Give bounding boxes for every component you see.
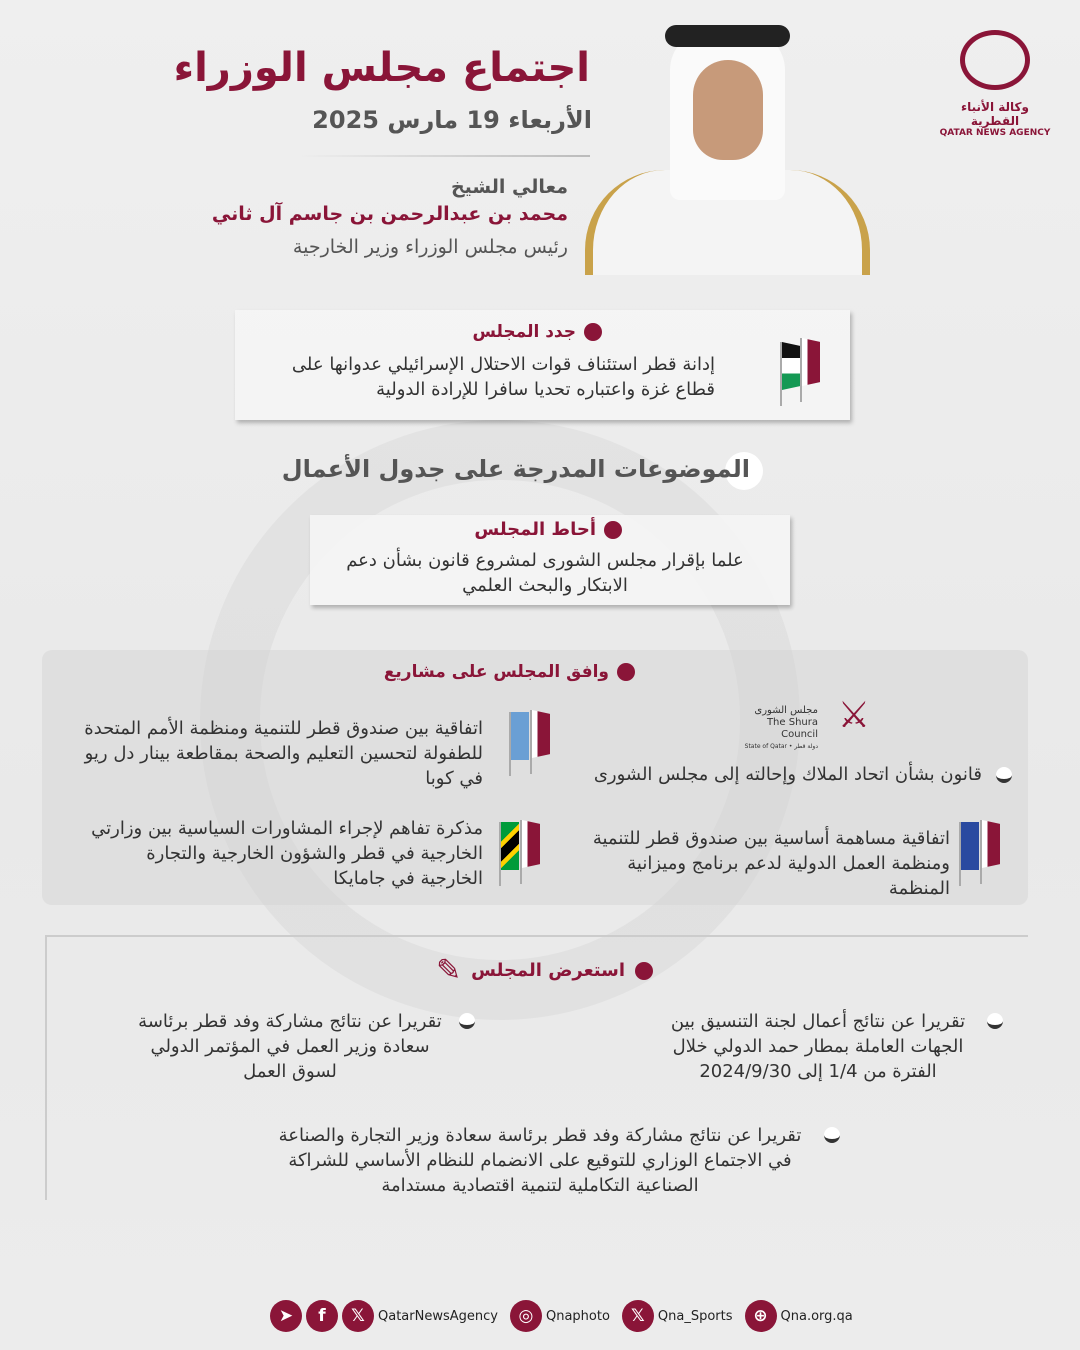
honorific: معالي الشيخ	[450, 176, 568, 198]
informed-heading: أحاط المجلس	[474, 519, 596, 540]
agenda-title: الموضوعات المدرجة على جدول الأعمال	[281, 455, 750, 483]
person-name: محمد بن عبدالرحمن بن جاسم آل ثاني	[211, 203, 568, 225]
qna-logo: وكالة الأنباء القطرية QATAR NEWS AGENCY	[935, 30, 1055, 135]
divider	[300, 155, 590, 157]
informed-card	[310, 515, 790, 605]
approved-item: مذكرة تفاهم لإجراء المشاورات السياسية بين وزارتي الخارجية في قطر والشؤون الخارجية والتجارة الخارجية في جامايكا	[91, 818, 483, 889]
meeting-date: الأربعاء 19 مارس 2025	[312, 106, 592, 134]
reviewed-section	[45, 935, 1028, 1200]
approved-heading: وافق المجلس على مشاريع	[383, 662, 609, 682]
social-handle[interactable]: Qna_Sports	[657, 1308, 733, 1324]
shura-council-logo: ⚔ مجلس الشورى The Shura Council State of Qatar • دولة قطر	[744, 695, 870, 750]
reviewed-item: تقريرا عن نتائج مشاركة وفد قطر برئاسة سعادة وزير التجارة والصناعة في الاجتماع الوزاري للتوقيع على الانضمام للنظام الأساسي للشراكة الصناعية التكاملية لتنمية اقتصادية مستدامة	[278, 1125, 802, 1196]
x-icon[interactable]: 𝕏	[342, 1300, 374, 1332]
approved-item: قانون بشأن اتحاد الملاك وإحالته إلى مجلس الشورى	[594, 762, 1012, 787]
footer	[270, 1300, 853, 1332]
portrait-image	[585, 20, 870, 275]
renewed-heading: جدد المجلس	[472, 322, 576, 342]
bullet-icon	[584, 323, 602, 341]
bullet-icon	[604, 521, 622, 539]
person-position: رئيس مجلس الوزراء وزير الخارجية	[292, 236, 568, 258]
reviewed-item: تقريرا عن نتائج مشاركة وفد قطر برئاسة سعادة وزير العمل في المؤتمر الدولي لسوق العمل	[138, 1011, 442, 1082]
approved-section	[42, 650, 1028, 905]
renewed-card	[235, 310, 850, 420]
reviewed-heading: استعرض المجلس	[471, 960, 625, 981]
bullet-icon	[824, 1127, 840, 1143]
website-link[interactable]: Qna.org.qa	[780, 1308, 853, 1324]
bullet-icon	[617, 663, 635, 681]
x-icon[interactable]: 𝕏	[622, 1300, 654, 1332]
bullet-icon	[996, 767, 1012, 783]
bullet-icon	[635, 962, 653, 980]
logo-emblem-icon	[960, 30, 1030, 90]
informed-text: علما بإقرار مجلس الشورى لمشروع قانون بشأن دعم الابتكار والبحث العلمي	[346, 550, 744, 596]
reviewed-item: تقريرا عن نتائج أعمال لجنة التنسيق بين الجهات العاملة بمطار حمد الدولي خلال الفترة من 1/4 إلى 2024/9/30	[670, 1011, 966, 1082]
shura-emblem-icon: ⚔	[837, 695, 870, 736]
approved-item: اتفاقية مساهمة أساسية بين صندوق قطر للتنمية ومنظمة العمل الدولية لدعم برنامج وميزانية المنظمة	[592, 828, 950, 899]
bullet-icon	[459, 1013, 475, 1029]
social-handle[interactable]: QatarNewsAgency	[378, 1308, 498, 1324]
social-handle[interactable]: Qnaphoto	[545, 1308, 610, 1324]
renewed-text: إدانة قطر استئناف قوات الاحتلال الإسرائيلي عدوانها على قطاع غزة واعتباره تحديا سافرا للإرادة الدولية	[291, 354, 715, 400]
checklist-pen-icon: ✎	[436, 953, 462, 988]
page-title: اجتماع مجلس الوزراء	[173, 45, 590, 91]
facebook-icon[interactable]: f	[306, 1300, 338, 1332]
instagram-icon[interactable]: ◎	[510, 1300, 542, 1332]
telegram-icon[interactable]: ➤	[270, 1300, 302, 1332]
bullet-icon	[987, 1013, 1003, 1029]
globe-icon[interactable]: ⊕	[745, 1300, 777, 1332]
approved-item: اتفاقية بين صندوق قطر للتنمية ومنظمة الأمم المتحدة للطفولة لتحسين التعليم والصحة بمقاطعة بينار دل ريو في كوبا	[84, 718, 483, 789]
